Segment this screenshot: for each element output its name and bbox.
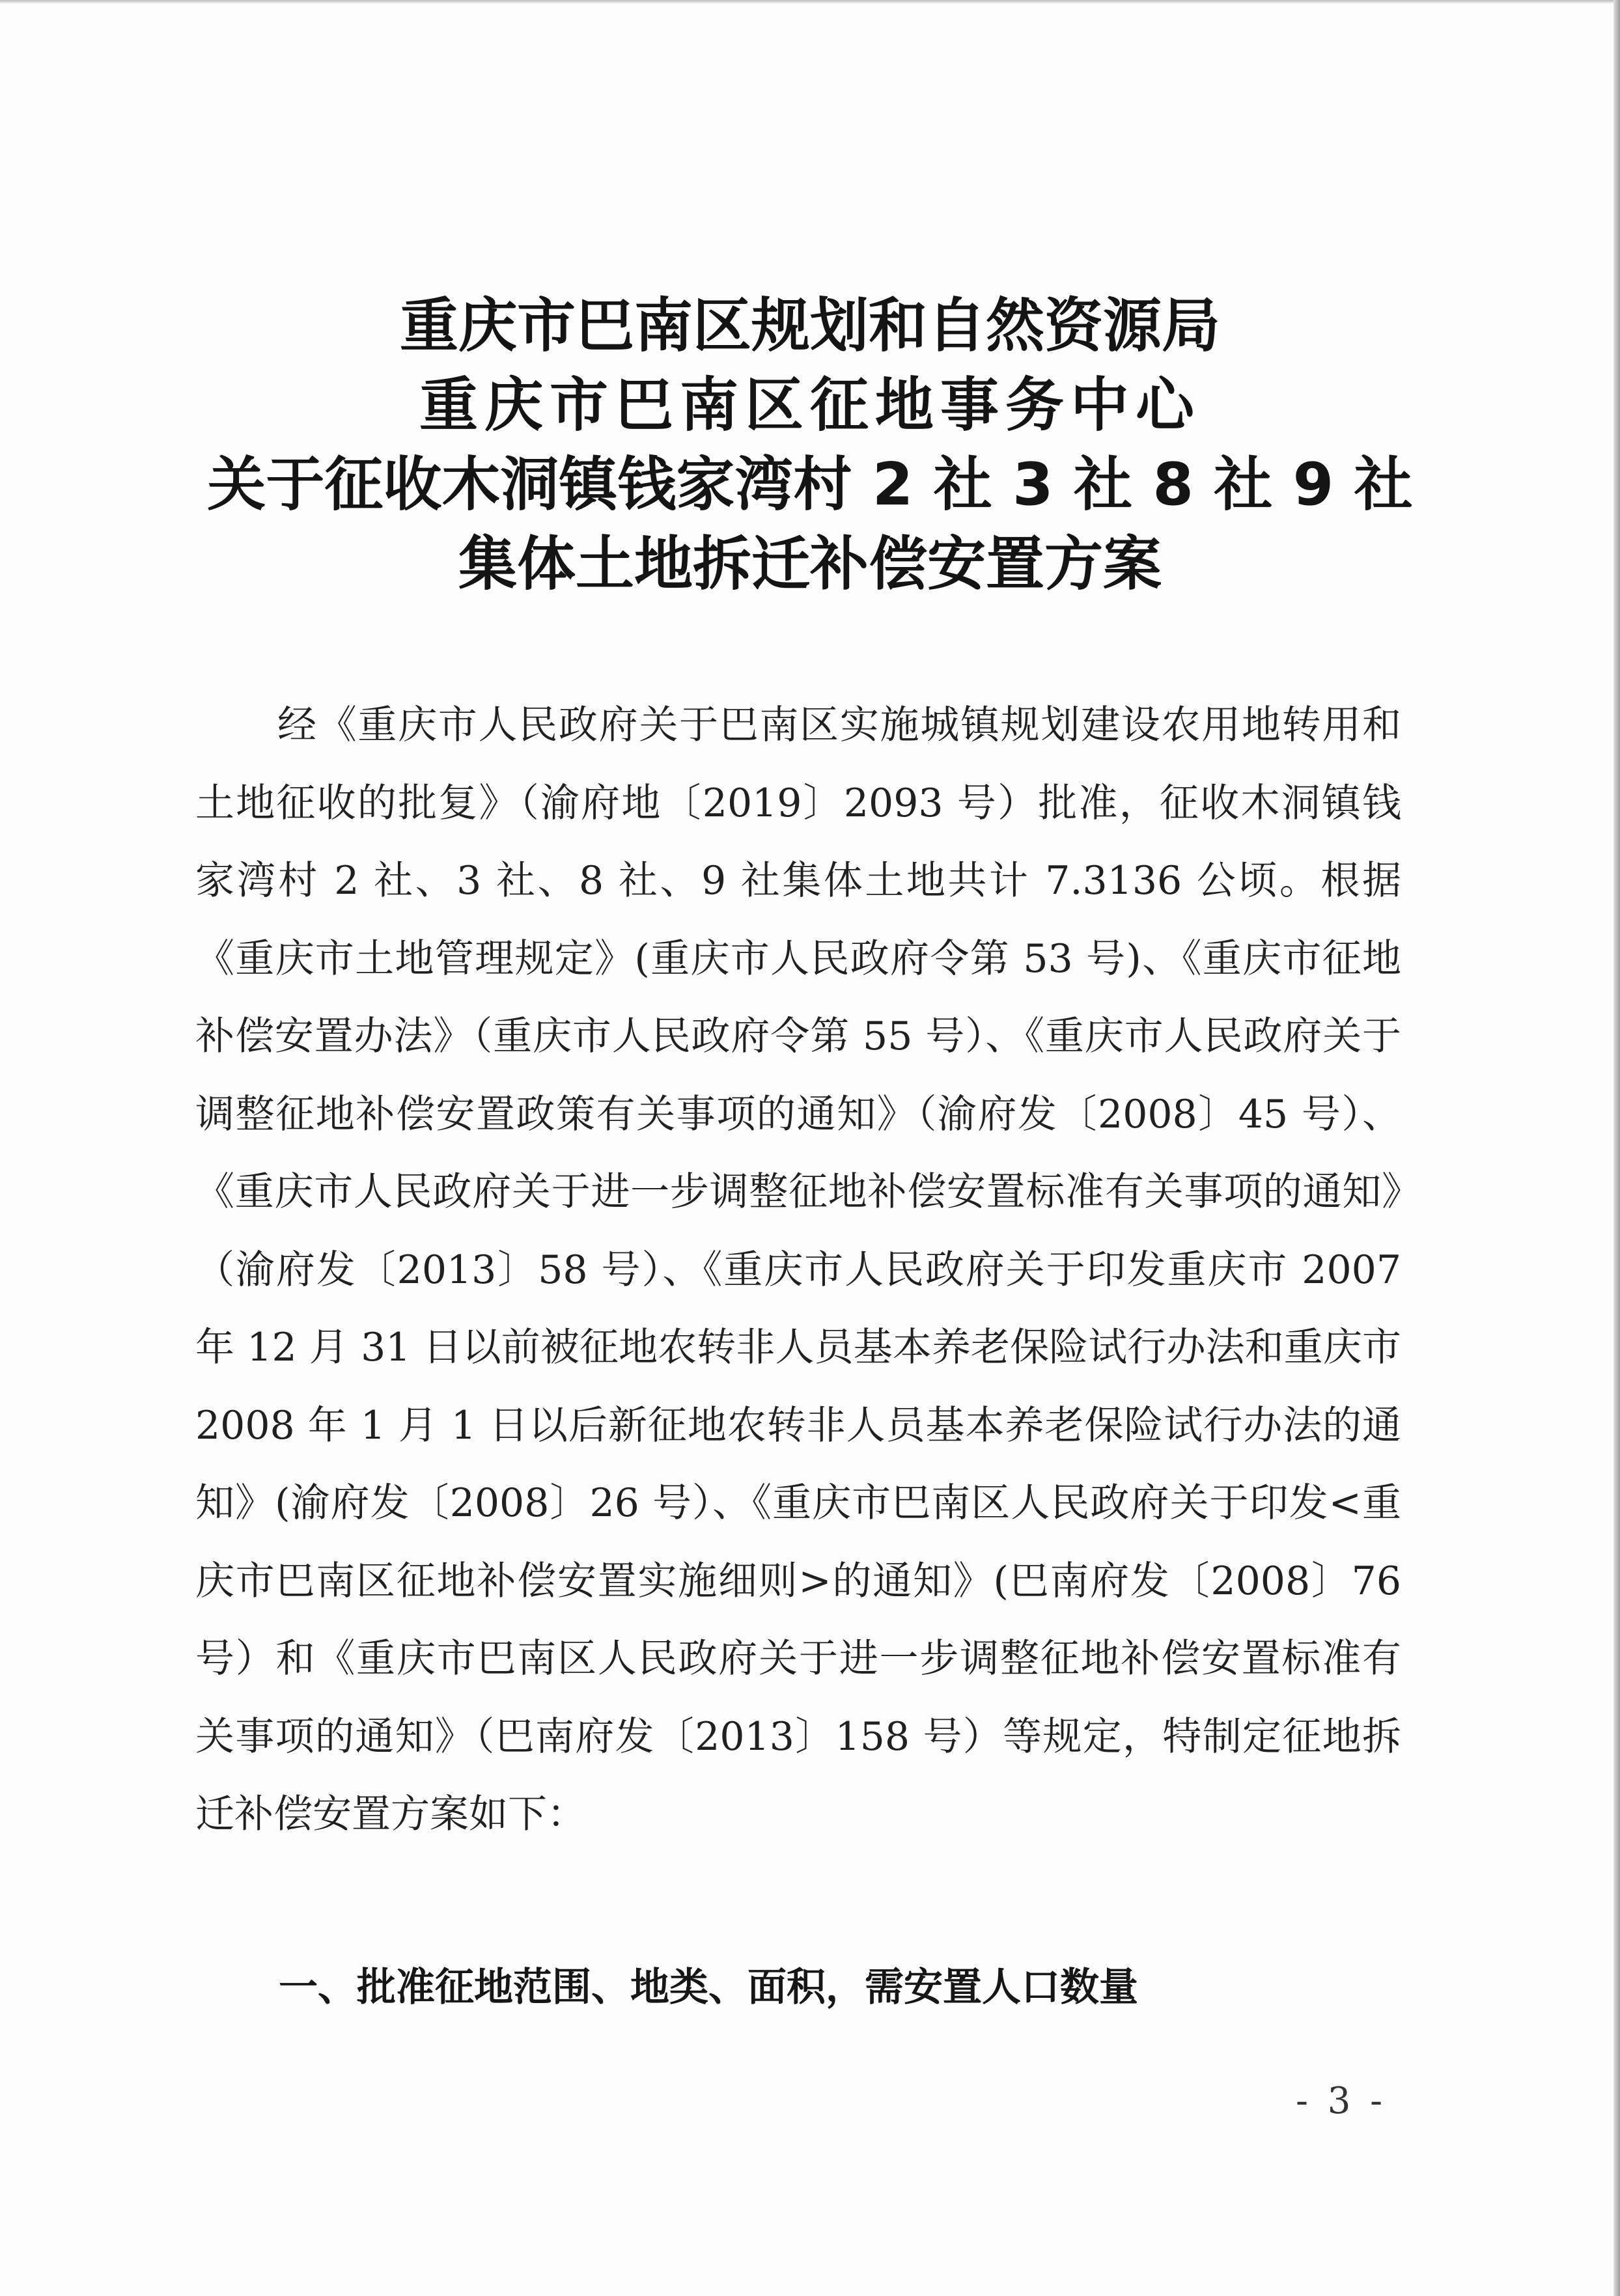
document-title: [0, 286, 1620, 604]
body-paragraph: 经《重庆市人民政府关于巴南区实施城镇规划建设农用地转用和土地征收的批复》（渝府地〔2019〕2093 号）批准，征收木洞镇钱家湾村 2 社、3 社、8 社、9 社集体土地共计 7.3136 公顷。根据《重庆市土地管理规定》(重庆市人民政府令第 53 号)、《重庆市征地补偿安置办法》（重庆市人民政府令第 55 号）、《重庆市人民政府关于调整征地补偿安置政策有关事项的通知》（渝府发〔2008〕45 号）、《重庆市人民政府关于进一步调整征地补偿安置标准有关事项的通知》（渝府发〔2013〕58 号）、《重庆市人民政府关于印发重庆市 2007 年 12 月 31 日以前被征地农转非人员基本养老保险试行办法和重庆市 2008 年 1 月 1 日以后新征地农转非人员基本养老保险试行办法的通知》(渝府发〔2008〕26 号）、《重庆市巴南区人民政府关于印发<重庆市巴南区征地补偿安置实施细则>的通知》(巴南府发〔2008〕76 号）和《重庆市巴南区人民政府关于进一步调整征地补偿安置标准有关事项的通知》（巴南府发〔2013〕158 号）等规定，特制定征地拆迁补偿安置方案如下：: [195, 702, 1401, 1837]
title-line-3: 关于征收木洞镇钱家湾村 2 社 3 社 8 社 9 社: [207, 450, 1413, 519]
title-line-1: 重庆市巴南区规划和自然资源局: [400, 292, 1220, 360]
page-number: - 3 -: [1296, 2080, 1387, 2122]
scan-top-edge: [0, 0, 1620, 4]
section-heading: 一、批准征地范围、地类、面积，需安置人口数量: [279, 1965, 1138, 2010]
title-line-4: 集体土地拆迁补偿安置方案: [458, 530, 1162, 598]
title-line-2: 重庆市巴南区征地事务中心: [419, 371, 1201, 439]
